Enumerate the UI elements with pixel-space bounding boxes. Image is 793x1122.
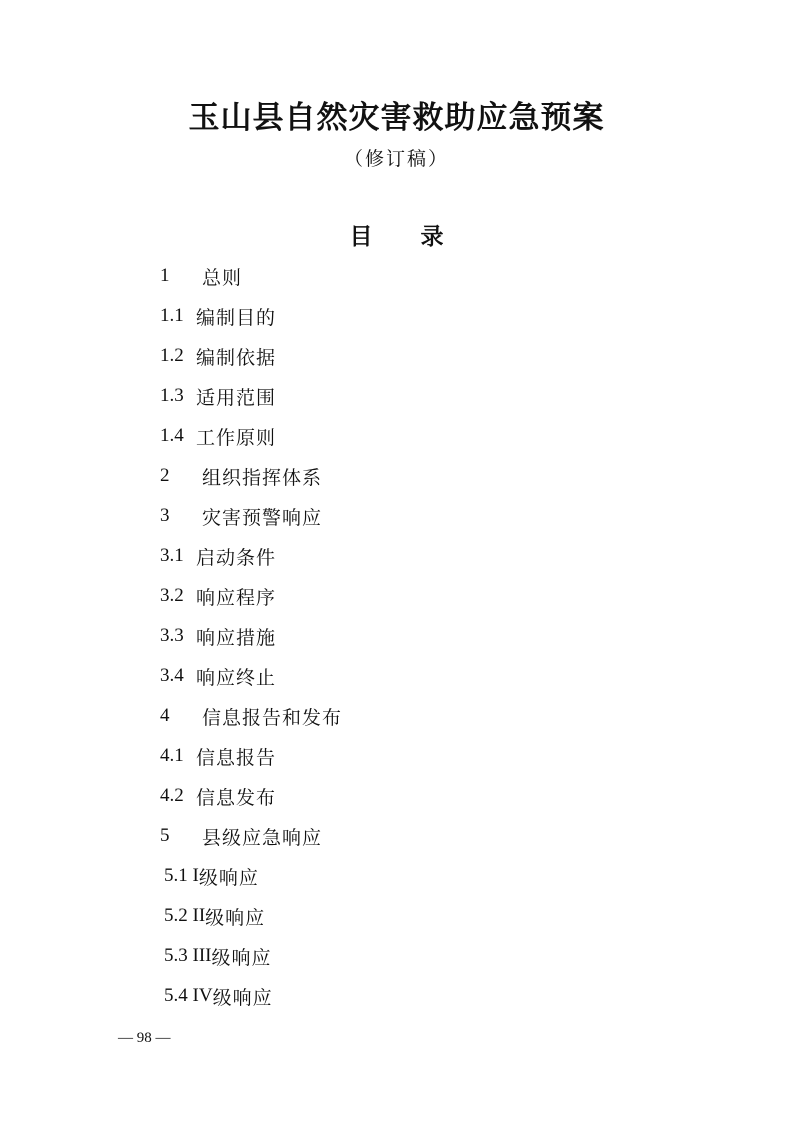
toc-item-label: 县级应急响应	[202, 826, 323, 849]
toc-item-number: 3.2	[160, 585, 184, 606]
toc-item-number: 5.2 II	[164, 905, 206, 926]
toc-item-number: 4.1	[160, 745, 184, 766]
toc-item	[160, 976, 680, 1016]
toc-item-label: 启动条件	[196, 546, 277, 569]
toc-item-number: 1	[160, 265, 170, 286]
toc-item-label: 响应终止	[196, 666, 277, 689]
toc-item-label: 信息发布	[196, 786, 277, 809]
toc-item-number: 1.1	[160, 305, 184, 326]
toc-heading: 目 录	[349, 223, 464, 250]
toc-item-label: 灾害预警响应	[202, 506, 323, 529]
toc-item-label: 信息报告	[196, 746, 277, 769]
toc-item-number: 2	[160, 465, 170, 486]
toc-item	[160, 296, 680, 336]
toc-item	[160, 496, 680, 536]
toc-item-label: 级响应	[198, 866, 259, 889]
toc-item-number: 3.1	[160, 545, 184, 566]
toc-item	[160, 856, 680, 896]
toc-item-number: 1.4	[160, 425, 184, 446]
toc-item	[160, 936, 680, 976]
toc-item	[160, 416, 680, 456]
toc-item-label: 级响应	[211, 946, 272, 969]
toc-item-number: 5	[160, 825, 170, 846]
toc-item	[160, 816, 680, 856]
toc-item	[160, 696, 680, 736]
toc-item-number: 4.2	[160, 785, 184, 806]
toc-item-number: 5.1 I	[164, 865, 199, 886]
toc-item-label: 总则	[202, 266, 243, 289]
toc-item-label: 响应程序	[196, 586, 277, 609]
toc-item-number: 1.3	[160, 385, 184, 406]
toc-item-label: 编制目的	[196, 306, 277, 329]
toc-item-label: 适用范围	[196, 386, 277, 409]
toc-item	[160, 736, 680, 776]
toc-item-label: 工作原则	[196, 426, 277, 449]
toc-item-label: 级响应	[205, 906, 266, 929]
toc-item	[160, 616, 680, 656]
toc-item-number: 3	[160, 505, 170, 526]
toc-item-label: 响应措施	[196, 626, 277, 649]
toc-item-number: 4	[160, 705, 170, 726]
toc-item	[160, 896, 680, 936]
toc-item	[160, 376, 680, 416]
toc-item	[160, 656, 680, 696]
document-subtitle: （修订稿）	[343, 148, 449, 170]
toc-item-number: 3.3	[160, 625, 184, 646]
toc-item-number: 5.4 IV	[164, 985, 213, 1006]
toc-item	[160, 536, 680, 576]
toc-item-number: 5.3 III	[164, 945, 212, 966]
toc-item-number: 1.2	[160, 345, 184, 366]
table-of-contents	[160, 256, 680, 1016]
toc-item-label: 编制依据	[196, 346, 277, 369]
page-number: — 98 —	[118, 1030, 171, 1046]
toc-item-label: 级响应	[212, 986, 273, 1009]
toc-item-number: 3.4	[160, 665, 184, 686]
toc-item	[160, 776, 680, 816]
toc-item	[160, 256, 680, 296]
toc-item	[160, 576, 680, 616]
toc-item-label: 信息报告和发布	[202, 706, 343, 729]
document-title: 玉山县自然灾害救助应急预案	[188, 100, 605, 136]
toc-item-label: 组织指挥体系	[202, 466, 323, 489]
toc-item	[160, 336, 680, 376]
toc-item	[160, 456, 680, 496]
